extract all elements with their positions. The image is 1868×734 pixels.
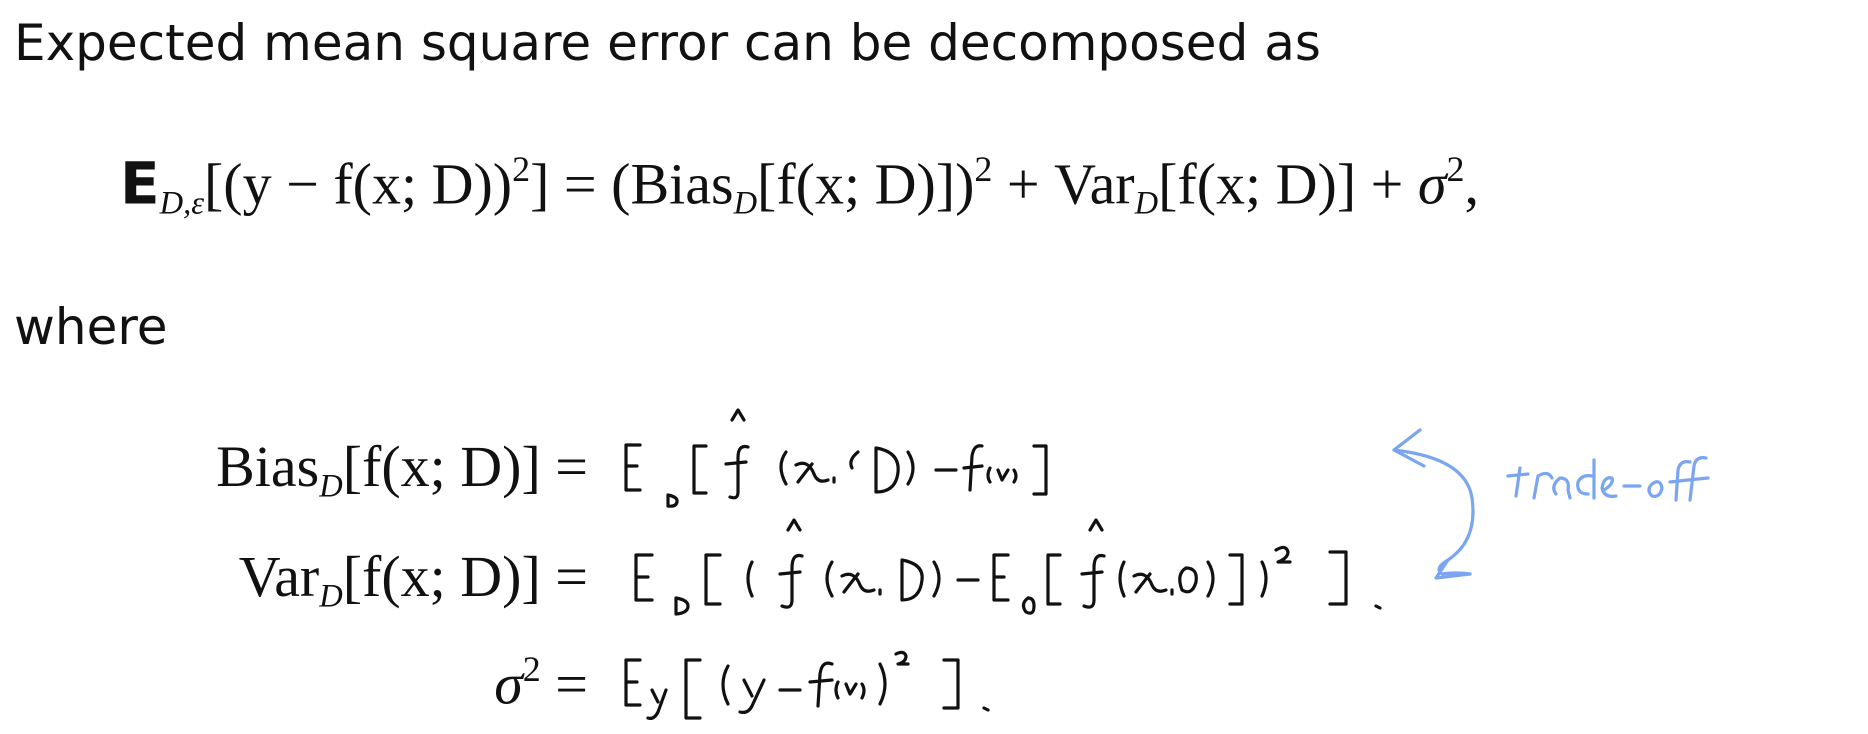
variance-body: [f(x; D)]	[1158, 151, 1357, 217]
variance-term: Var	[1054, 151, 1135, 217]
bias-label-subscript: D	[319, 468, 343, 505]
handwritten-variance-rhs	[636, 520, 1380, 614]
lhs-body: [(y − f(x; D))	[203, 151, 513, 217]
variance-label: Var	[238, 544, 320, 609]
equals-sign: =	[555, 544, 588, 609]
lhs-tail: ]	[530, 151, 550, 217]
variance-subscript: D	[1134, 185, 1159, 222]
tradeoff-text	[1508, 458, 1708, 500]
plus-sign: +	[1006, 151, 1040, 217]
intro-text: Expected mean square error can be decomposed as	[14, 14, 1321, 72]
plus-sign: +	[1370, 151, 1404, 217]
sigma-symbol: σ	[494, 651, 523, 717]
bias-body: [f(x; D)])	[757, 151, 975, 217]
equals-sign: =	[563, 151, 597, 217]
equals-sign: =	[555, 651, 588, 717]
handwritten-sigma-rhs	[626, 652, 988, 718]
bias-square: 2	[974, 149, 993, 189]
handwritten-bias-rhs	[626, 410, 1046, 506]
bias-argument: [f(x; D)]	[342, 434, 541, 499]
where-text: where	[14, 298, 168, 356]
noise-square: 2	[1446, 149, 1465, 189]
variance-argument: [f(x; D)]	[342, 544, 541, 609]
noise-term: σ	[1417, 151, 1447, 217]
bias-label: Bias	[216, 434, 320, 499]
sigma-square: 2	[522, 649, 541, 689]
curved-arrow-icon	[1394, 450, 1473, 574]
expectation-subscript: D,ε	[159, 185, 204, 222]
tradeoff-annotation	[1394, 430, 1708, 578]
bias-subscript: D	[733, 185, 758, 222]
lhs-square: 2	[512, 149, 531, 189]
bias-term: (Bias	[611, 151, 734, 217]
equals-sign: =	[555, 434, 588, 499]
variance-label-subscript: D	[319, 578, 343, 615]
trailing-comma: ,	[1464, 151, 1479, 217]
expectation-symbol: E	[120, 149, 160, 218]
